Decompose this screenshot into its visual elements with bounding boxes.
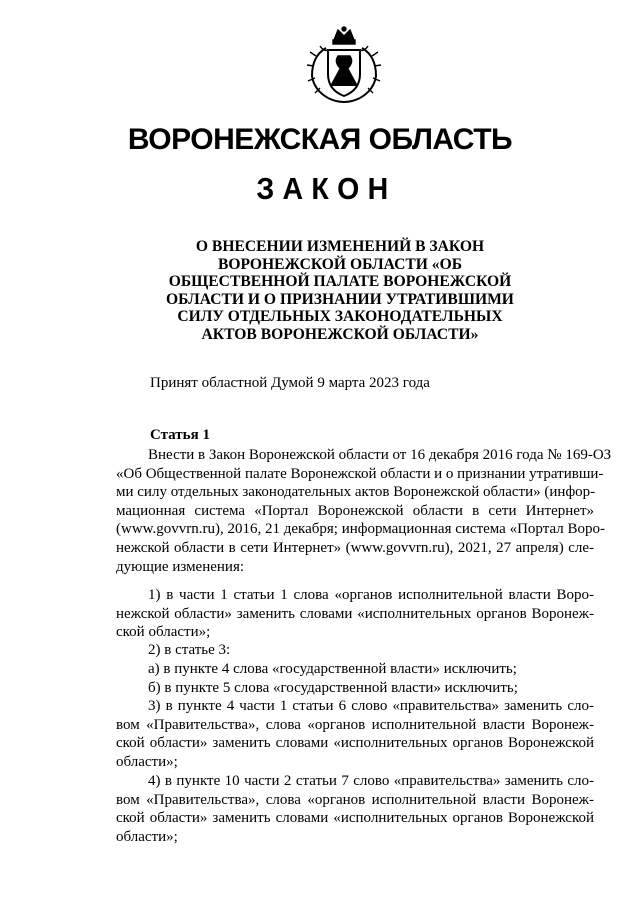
adoption-note: Принят областной Думой 9 марта 2023 года xyxy=(150,375,430,391)
paragraph-line: области»; xyxy=(116,753,178,770)
amendment-item-3 xyxy=(116,697,594,771)
paragraph-line: 1) в части 1 статьи 1 слова «органов исполнительной власти Воро- xyxy=(148,587,594,603)
document-type-title: ЗАКОН xyxy=(256,171,397,206)
paragraph-line: мационная система «Портал Воронежской области в сети Интернет» xyxy=(116,502,594,519)
amendment-item-2b: б) в пункте 5 слова «государственной власти» исключить; xyxy=(148,680,518,696)
paragraph-line: ской области» заменить словами «исполнительных органов Воронежской xyxy=(116,735,594,752)
subject-line: СИЛУ ОТДЕЛЬНЫХ ЗАКОНОДАТЕЛЬНЫХ xyxy=(177,308,503,325)
region-title: ВОРОНЕЖСКАЯ ОБЛАСТЬ xyxy=(127,123,513,156)
article-heading: Статья 1 xyxy=(150,427,210,443)
paragraph-line: вом «Правительства», слова «органов исполнительной власти Воронеж- xyxy=(116,791,594,808)
voronezh-coat-of-arms-icon xyxy=(298,26,390,106)
paragraph-line: области»; xyxy=(116,828,178,845)
paragraph-line: 3) в пункте 4 части 1 статьи 6 слово «правительства» заменить сло- xyxy=(148,698,594,714)
subject-line: ОБЛАСТИ И О ПРИЗНАНИИ УТРАТИВШИМИ xyxy=(166,290,514,308)
paragraph-line: «Об Общественной палате Воронежской области и о признании утративши- xyxy=(116,465,604,482)
amendment-item-4 xyxy=(116,772,594,846)
law-subject-title xyxy=(150,238,530,343)
amendment-item-1 xyxy=(116,586,594,642)
subject-line: ОБЩЕСТВЕННОЙ ПАЛАТЕ ВОРОНЕЖСКОЙ xyxy=(168,273,512,290)
amendment-item-2a: а) в пункте 4 слова «государственной власти» исключить; xyxy=(148,661,517,677)
paragraph-line: нежской области» заменить словами «исполнительных органов Воронеж- xyxy=(116,605,594,622)
article-intro-paragraph xyxy=(116,446,612,576)
subject-line: АКТОВ ВОРОНЕЖСКОЙ ОБЛАСТИ» xyxy=(201,325,479,343)
paragraph-line: ми силу отдельных законодательных актов Воронежской области» (инфор- xyxy=(116,484,596,501)
paragraph-line: вом «Правительства», слова «органов исполнительной власти Воронеж- xyxy=(116,716,594,733)
paragraph-line: Внести в Закон Воронежской области от 16 декабря 2016 года № 169-ОЗ xyxy=(148,447,612,463)
paragraph-line: ской области»; xyxy=(116,624,211,641)
amendment-item-2: 2) в статье 3: xyxy=(148,642,231,658)
paragraph-line: дующие изменения: xyxy=(116,558,245,575)
paragraph-line: 4) в пункте 10 части 2 статьи 7 слово «правительства» заменить сло- xyxy=(148,773,594,789)
paragraph-line: (www.govvrn.ru), 2016, 21 декабря; информационная система «Портал Воро- xyxy=(116,521,605,538)
subject-line: О ВНЕСЕНИИ ИЗМЕНЕНИЙ В ЗАКОН xyxy=(195,238,485,255)
paragraph-line: нежской области в сети Интернет» (www.govvrn.ru), 2021, 27 апреля) сле- xyxy=(116,539,594,556)
paragraph-line: ской области» заменить словами «исполнительных органов Воронежской xyxy=(116,810,594,827)
subject-line: ВОРОНЕЖСКОЙ ОБЛАСТИ «ОБ xyxy=(217,255,463,273)
